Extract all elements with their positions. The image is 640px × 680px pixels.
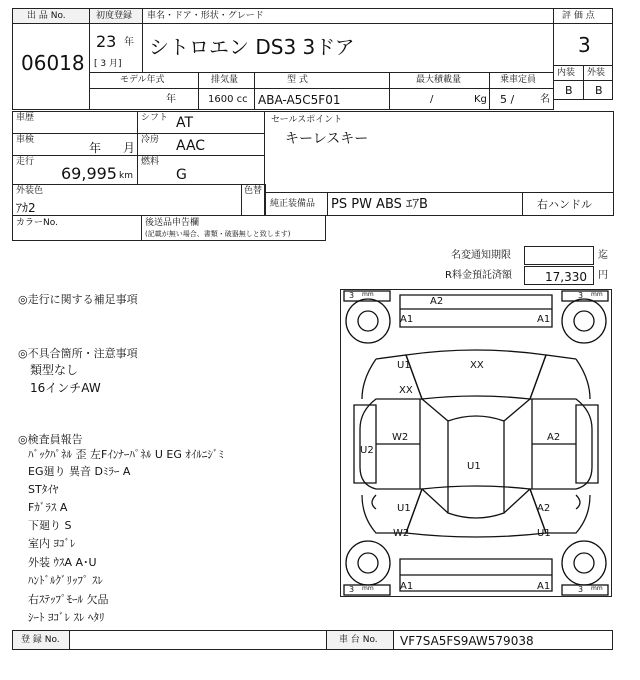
tire-depth-rear-right: 3: [578, 291, 584, 300]
lot-number-cell: [12, 23, 90, 110]
mark-rear-right: A1: [537, 314, 551, 325]
max-load-cell: [389, 88, 490, 110]
capacity-unit: 名: [540, 94, 550, 105]
exterior-label: 外装: [587, 68, 606, 78]
equipment-label: 純正装備品: [270, 199, 316, 209]
left-side: [354, 405, 376, 483]
mark-roof: U1: [467, 461, 481, 472]
vehicle-name-label: 車名・ドア・形状・グレード: [147, 11, 264, 21]
tire-depth-front-left: 3: [349, 585, 355, 594]
mark-rear-left: A1: [400, 314, 414, 325]
mark-front-right-a: A2: [537, 503, 551, 514]
type-label: 型 式: [287, 75, 308, 85]
color-no-cell: [12, 215, 142, 241]
inspector-line: ﾊﾝﾄﾞﾙｸﾞﾘｯﾌﾟ ｽﾚ: [28, 574, 103, 587]
history-label: 車歴: [16, 113, 35, 123]
type-label-cell: [254, 72, 390, 89]
inspector-line: 下廻り S: [28, 519, 72, 532]
recycle-label: R料金預託済額: [445, 270, 512, 281]
vehicle-name-label-cell: [142, 8, 554, 24]
model-year-label-cell: [89, 72, 199, 89]
mark-rear-quarter-u: U1: [397, 360, 411, 371]
reg-year: 23: [96, 32, 117, 51]
sales-point-value: キーレスキー: [285, 131, 369, 147]
displacement-label-cell: [198, 72, 255, 89]
chassis-label: 車 台 No.: [339, 635, 378, 645]
model-year-unit: 年: [166, 94, 176, 105]
type-value: ABA-A5C5F01: [258, 93, 341, 107]
aircon-cell: [137, 133, 265, 156]
shaken-year: 年: [89, 141, 102, 155]
displacement-label: 排気量: [211, 75, 239, 85]
max-load-label: 最大積載量: [416, 75, 462, 85]
name-change-unit: 迄: [598, 250, 608, 261]
type-cell: [254, 88, 390, 110]
tire-unit-rear-left: mm: [362, 291, 374, 298]
defects-line: 16インチAW: [30, 381, 101, 395]
defects-title: ◎不具合箇所・注意事項: [18, 347, 138, 360]
sales-point-cell: [264, 111, 614, 193]
vehicle-name: シトロエン DS3 3ドア: [149, 35, 355, 59]
fuel-cell: [137, 155, 265, 185]
recycle-box: [524, 266, 594, 285]
model-year-label: モデル年式: [120, 75, 165, 85]
tire-unit-rear-right: mm: [591, 291, 603, 298]
tire-unit-front-left: mm: [362, 585, 374, 592]
steering-value: 右ハンドル: [537, 198, 592, 211]
mark-rear-top: A2: [430, 296, 444, 307]
capacity-label: 乗車定員: [500, 75, 537, 85]
recycle-unit: 円: [598, 270, 608, 281]
inspector-line: ｼｰﾄ ﾖｺﾞﾚ ｽﾚ ﾍﾀﾘ: [28, 611, 105, 624]
ext-color-cell: [12, 184, 266, 216]
reg-no-label-cell: [12, 630, 70, 650]
shaken-month: 月: [123, 141, 136, 155]
chassis-label-cell: [326, 630, 394, 650]
mileage-unit: km: [119, 171, 133, 181]
lot-number: 06018: [21, 51, 85, 75]
color-change-label: 色替: [244, 186, 263, 196]
fuel-label: 燃料: [141, 157, 160, 167]
lot-number-label: 出 品 No.: [27, 11, 66, 21]
post-docs-cell: [141, 215, 326, 241]
inspector-line: EG廻り 異音 Dﾐﾗｰ A: [28, 465, 131, 478]
capacity-cell: [489, 88, 554, 110]
inspector-line: 外装 ｳｽA A･U: [28, 556, 97, 569]
post-docs-note: (記載が無い場合、書類・破器無しと致します): [145, 230, 291, 238]
shift-label: シフト: [141, 113, 169, 123]
supplement-title: ◎走行に関する補足事項: [18, 293, 138, 306]
tire-depth-front-right: 3: [578, 585, 584, 594]
score-cell: [553, 23, 613, 66]
max-load-value: /: [430, 94, 434, 105]
score-value: 3: [578, 33, 591, 57]
vehicle-name-cell: [142, 23, 554, 73]
reg-no-label: 登 録 No.: [21, 635, 60, 645]
mirror-right: [576, 495, 580, 509]
tire-rear-left: [346, 299, 390, 343]
chassis-value: VF7SA5FS9AW579038: [400, 634, 534, 648]
mark-rear-window: XX: [470, 360, 484, 371]
car-diagram: [340, 289, 612, 597]
chassis-cell: [393, 630, 613, 650]
shift-cell: [137, 111, 265, 134]
equipment-value: PS PW ABS ｴｱB: [331, 197, 428, 212]
history-cell: [12, 111, 138, 134]
color-change-divider: [241, 184, 242, 216]
mark-front-right-u: U1: [537, 528, 551, 539]
shaken-cell: [12, 133, 138, 156]
interior-grade: B: [565, 84, 573, 97]
equipment-cell: [327, 192, 523, 216]
reg-month: [ 3 月]: [94, 59, 122, 69]
inspector-line: Fｶﾞﾗｽ A: [28, 501, 68, 514]
displacement-cell: [198, 88, 255, 110]
first-reg-label: 初度登録: [96, 11, 133, 21]
model-year-cell: [89, 88, 199, 110]
inspector-line: 右ｽﾃｯﾌﾟﾓｰﾙ 欠品: [28, 593, 109, 606]
lot-number-label-cell: [12, 8, 90, 24]
tire-depth-rear-left: 3: [349, 291, 355, 300]
displacement-value: 1600 cc: [208, 94, 248, 105]
recycle-value: 17,330: [545, 270, 587, 284]
mileage-value: 69,995: [61, 164, 117, 183]
fuel-value: G: [176, 167, 187, 183]
mark-rear-quarter-xx: XX: [399, 385, 413, 396]
mileage-label: 走行: [16, 157, 35, 167]
tire-unit-front-right: mm: [591, 585, 603, 592]
equipment-label-cell: [264, 192, 328, 216]
post-docs-label: 後送品申告欄: [145, 218, 200, 228]
aircon-value: AAC: [176, 138, 206, 154]
inspector-title: ◎検査員報告: [18, 433, 83, 446]
mark-front-bumper-right: A1: [537, 581, 551, 592]
first-reg-cell: [89, 23, 143, 73]
name-change-box: [524, 246, 594, 265]
exterior-label-cell: [583, 65, 613, 81]
rear-bumper: [400, 295, 552, 327]
right-side: [576, 405, 598, 483]
inspector-line: ﾊﾞｯｸﾊﾟﾈﾙ 歪 左Fｲﾝﾅｰﾊﾟﾈﾙ U EG ｵｲﾙﾆｼﾞﾐ: [28, 448, 224, 461]
defects-line: 類型なし: [30, 363, 79, 377]
sales-point-label: セールスポイント: [271, 115, 343, 125]
score-label-cell: [553, 8, 613, 24]
mark-right-rear-door: A2: [547, 432, 561, 443]
mark-left-side: U2: [360, 445, 374, 456]
capacity-value: 5 /: [500, 93, 515, 106]
exterior-grade-cell: [583, 80, 613, 100]
mark-left-rear-door: W2: [392, 432, 409, 443]
exterior-grade: B: [595, 84, 603, 97]
steering-cell: [522, 192, 614, 216]
first-reg-label-cell: [89, 8, 143, 24]
capacity-label-cell: [489, 72, 554, 89]
shift-value: AT: [176, 115, 194, 131]
tire-front-right: [562, 541, 606, 585]
inspector-line: 室内 ﾖｺﾞﾚ: [28, 537, 76, 550]
shaken-label: 車検: [16, 135, 35, 145]
reg-no-cell: [69, 630, 327, 650]
name-change-label: 名変通知期限: [451, 250, 511, 261]
mark-front-left-u: U1: [397, 503, 411, 514]
tire-front-left: [346, 541, 390, 585]
ext-color-label: 外装色: [16, 186, 44, 196]
ext-color-value: ｱｶ2: [16, 201, 36, 215]
interior-label: 内装: [557, 68, 576, 78]
aircon-label: 冷房: [141, 135, 160, 145]
interior-grade-cell: [553, 80, 584, 100]
mirror-left: [372, 495, 376, 509]
mileage-cell: [12, 155, 138, 185]
rear-glass: [406, 350, 546, 399]
mark-front-bumper-left: A1: [400, 581, 414, 592]
max-load-unit: Kg: [474, 94, 487, 105]
tire-rear-right: [562, 299, 606, 343]
score-label: 評 価 点: [562, 11, 595, 21]
mark-front-left-w: W2: [393, 528, 410, 539]
reg-year-unit: 年: [124, 37, 134, 48]
max-load-label-cell: [389, 72, 490, 89]
color-no-label: カラーNo.: [16, 218, 58, 228]
interior-label-cell: [553, 65, 584, 81]
inspector-line: STﾀｲﾔ: [28, 483, 59, 496]
